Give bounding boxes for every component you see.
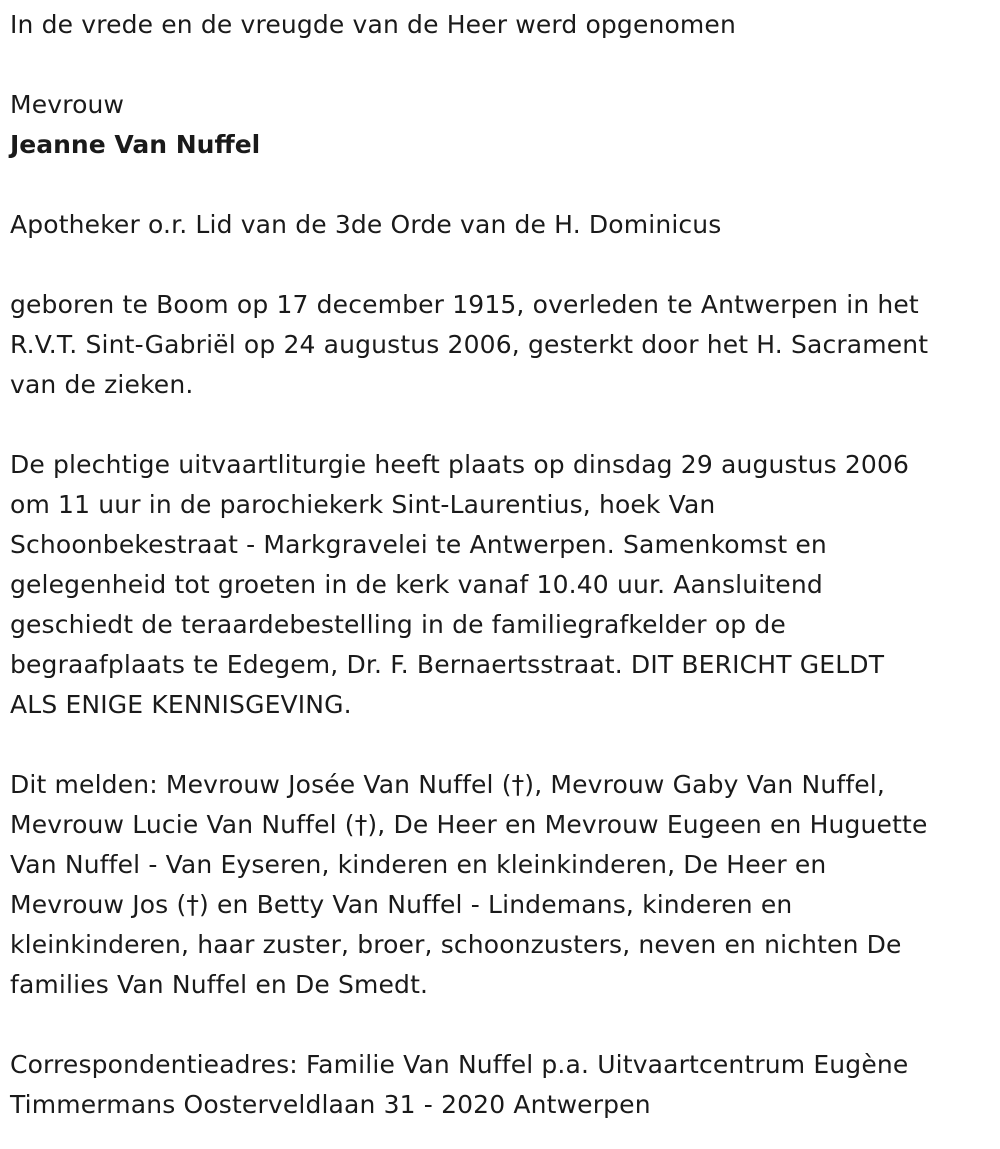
paragraph-line: Mevrouw Lucie Van Nuffel (†), De Heer en Mevrouw Eugeen en Huguette [10, 810, 928, 839]
deceased-name: Jeanne Van Nuffel [10, 130, 261, 159]
paragraph-line: Timmermans Oosterveldlaan 31 - 2020 Antwerpen [10, 1090, 651, 1119]
spacer [10, 165, 995, 205]
paragraph-line: ALS ENIGE KENNISGEVING. [10, 690, 352, 719]
spacer [10, 405, 995, 445]
paragraph-line: Mevrouw Jos (†) en Betty Van Nuffel - Lindemans, kinderen en [10, 890, 793, 919]
deceased-title: Apotheker o.r. Lid van de 3de Orde van de H. Dominicus [10, 210, 722, 239]
correspondence-paragraph [10, 1045, 995, 1125]
birth-death-paragraph [10, 285, 995, 405]
paragraph-line: om 11 uur in de parochiekerk Sint-Laurentius, hoek Van [10, 490, 716, 519]
paragraph-line: Correspondentieadres: Familie Van Nuffel p.a. Uitvaartcentrum Eugène [10, 1050, 909, 1079]
spacer [10, 245, 995, 285]
paragraph-line: Van Nuffel - Van Eyseren, kinderen en kleinkinderen, De Heer en [10, 850, 827, 879]
paragraph-line: begraafplaats te Edegem, Dr. F. Bernaertsstraat. DIT BERICHT GELDT [10, 650, 885, 679]
paragraph-line: De plechtige uitvaartliturgie heeft plaats op dinsdag 29 augustus 2006 [10, 450, 910, 479]
paragraph-line: Schoonbekestraat - Markgravelei te Antwerpen. Samenkomst en [10, 530, 827, 559]
paragraph-line: van de zieken. [10, 370, 194, 399]
spacer [10, 725, 995, 765]
family-paragraph [10, 765, 995, 1005]
spacer [10, 1005, 995, 1045]
paragraph-line: kleinkinderen, haar zuster, broer, schoonzusters, neven en nichten De [10, 930, 902, 959]
paragraph-line: families Van Nuffel en De Smedt. [10, 970, 429, 999]
paragraph-line: R.V.T. Sint-Gabriël op 24 augustus 2006, gesterkt door het H. Sacrament [10, 330, 929, 359]
salutation: Mevrouw [10, 90, 125, 119]
paragraph-line: Dit melden: Mevrouw Josée Van Nuffel (†), Mevrouw Gaby Van Nuffel, [10, 770, 885, 799]
paragraph-line: gelegenheid tot groeten in de kerk vanaf 10.40 uur. Aansluitend [10, 570, 823, 599]
paragraph-line: geboren te Boom op 17 december 1915, overleden te Antwerpen in het [10, 290, 919, 319]
paragraph-line: geschiedt de teraardebestelling in de familiegrafkelder op de [10, 610, 786, 639]
spacer [10, 45, 995, 85]
funeral-paragraph [10, 445, 995, 725]
intro-text: In de vrede en de vreugde van de Heer werd opgenomen [10, 10, 736, 39]
obituary-notice [10, 5, 995, 1125]
